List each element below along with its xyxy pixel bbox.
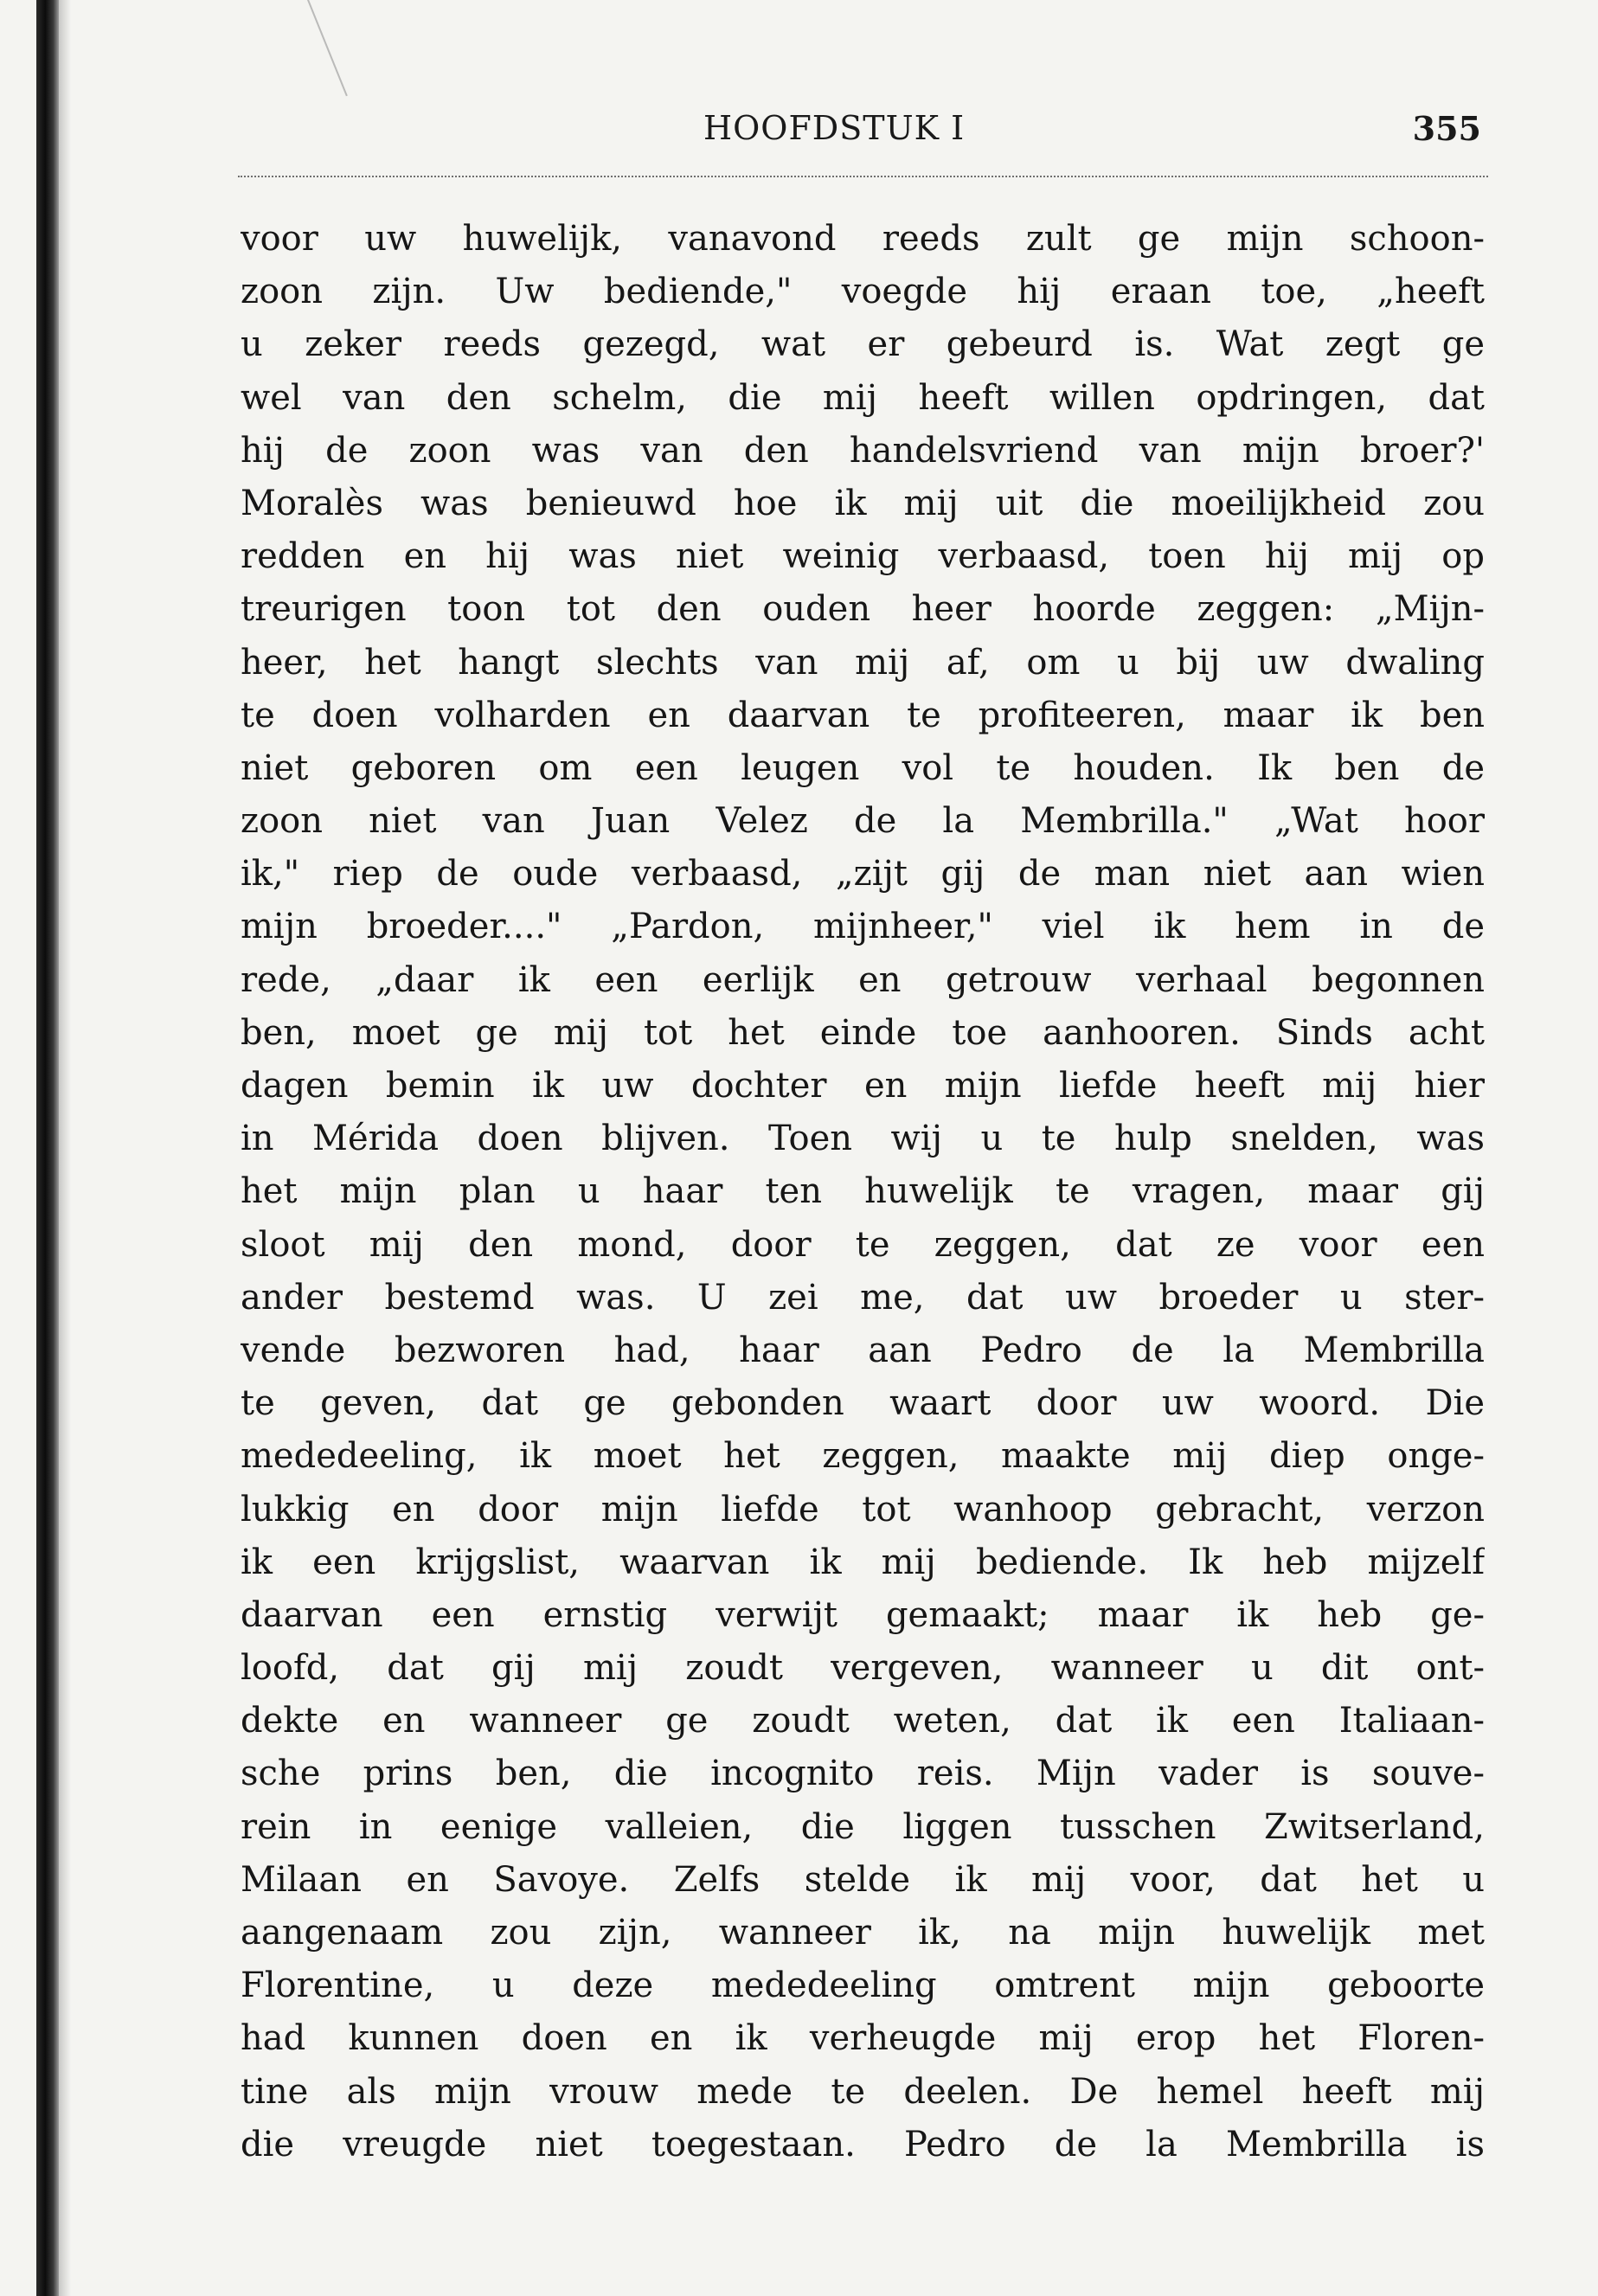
text-line: dekte en wanneer ge zoudt weten, dat ik een Italiaan- [241,1701,1485,1741]
text-line: tine als mijn vrouw mede te deelen. De hemel heeft mij [241,2071,1485,2112]
text-line: zoon niet van Juan Velez de la Membrilla." „Wat hoor [241,801,1485,842]
text-line: treurigen toon tot den ouden heer hoorde zeggen: „Mijn- [241,589,1485,630]
body-text [241,213,1485,2171]
text-line: wel van den schelm, die mij heeft willen opdringen, dat [241,377,1485,418]
text-line: ander bestemd was. U zei me, dat uw broeder u ster- [241,1277,1485,1318]
text-line: loofd, dat gij mij zoudt vergeven, wanneer u dit ont- [241,1648,1485,1689]
text-line: voor uw huwelijk, vanavond reeds zult ge mijn schoon- [241,219,1485,259]
text-line: redden en hij was niet weinig verbaasd, toen hij mij op [241,536,1485,577]
text-line: te doen volharden en daarvan te profiteeren, maar ik ben [241,695,1485,735]
text-line: aangenaam zou zijn, wanneer ik, na mijn huwelijk met [241,1913,1485,1953]
text-line: die vreugde niet toegestaan. Pedro de la Membrilla is [241,2124,1485,2165]
header-dotted-rule [238,176,1488,177]
text-line: zoon zijn. Uw bediende," voegde hij eraan toe, „heeft [241,272,1485,312]
text-line: Milaan en Savoye. Zelfs stelde ik mij voor, dat het u [241,1859,1485,1900]
text-line: rein in eenige valleien, die liggen tusschen Zwitserland, [241,1806,1485,1847]
text-line: had kunnen doen en ik verheugde mij erop het Floren- [241,2018,1485,2059]
text-line: sche prins ben, die incognito reis. Mijn vader is souve- [241,1754,1485,1794]
text-line: rede, „daar ik een eerlijk en getrouw verhaal begonnen [241,959,1485,1000]
text-line: heer, het hangt slechts van mij af, om u bij uw dwaling [241,642,1485,683]
text-line: hij de zoon was van den handelsvriend van mijn broer?' [241,430,1485,471]
running-head: HOOFDSTUK I [703,109,966,147]
text-line: u zeker reeds gezegd, wat er gebeurd is. Wat zegt ge [241,324,1485,365]
text-line: ik een krijgslist, waarvan ik mij bediende. Ik heb mijzelf [241,1542,1485,1582]
text-line: te geven, dat ge gebonden waart door uw woord. Die [241,1383,1485,1424]
page-number: 355 [1412,109,1481,148]
text-line: Moralès was benieuwd hoe ik mij uit die moeilijkheid zou [241,483,1485,523]
text-line: ik," riep de oude verbaasd, „zijt gij de man niet aan wien [241,854,1485,895]
text-line: lukkig en door mijn liefde tot wanhoop gebracht, verzon [241,1489,1485,1530]
text-line: mededeeling, ik moet het zeggen, maakte mij diep onge- [241,1436,1485,1477]
text-line: in Mérida doen blijven. Toen wij u te hulp snelden, was [241,1119,1485,1159]
paper-scratch-mark [307,0,348,96]
text-line: vende bezworen had, haar aan Pedro de la Membrilla [241,1330,1485,1370]
text-line: ben, moet ge mij tot het einde toe aanhooren. Sinds acht [241,1012,1485,1053]
text-line: mijn broeder...." „Pardon, mijnheer," viel ik hem in de [241,907,1485,947]
book-binding-edge [36,0,59,2296]
text-line: sloot mij den mond, door te zeggen, dat ze voor een [241,1224,1485,1265]
binding-shadow [59,0,71,2296]
page-header [238,104,1488,156]
text-line: dagen bemin ik uw dochter en mijn liefde heeft mij hier [241,1066,1485,1106]
text-line: Florentine, u deze mededeeling omtrent mijn geboorte [241,1966,1485,2006]
text-line: daarvan een ernstig verwijt gemaakt; maar ik heb ge- [241,1594,1485,1635]
text-line: het mijn plan u haar ten huwelijk te vragen, maar gij [241,1171,1485,1212]
text-line: niet geboren om een leugen vol te houden. Ik ben de [241,747,1485,788]
